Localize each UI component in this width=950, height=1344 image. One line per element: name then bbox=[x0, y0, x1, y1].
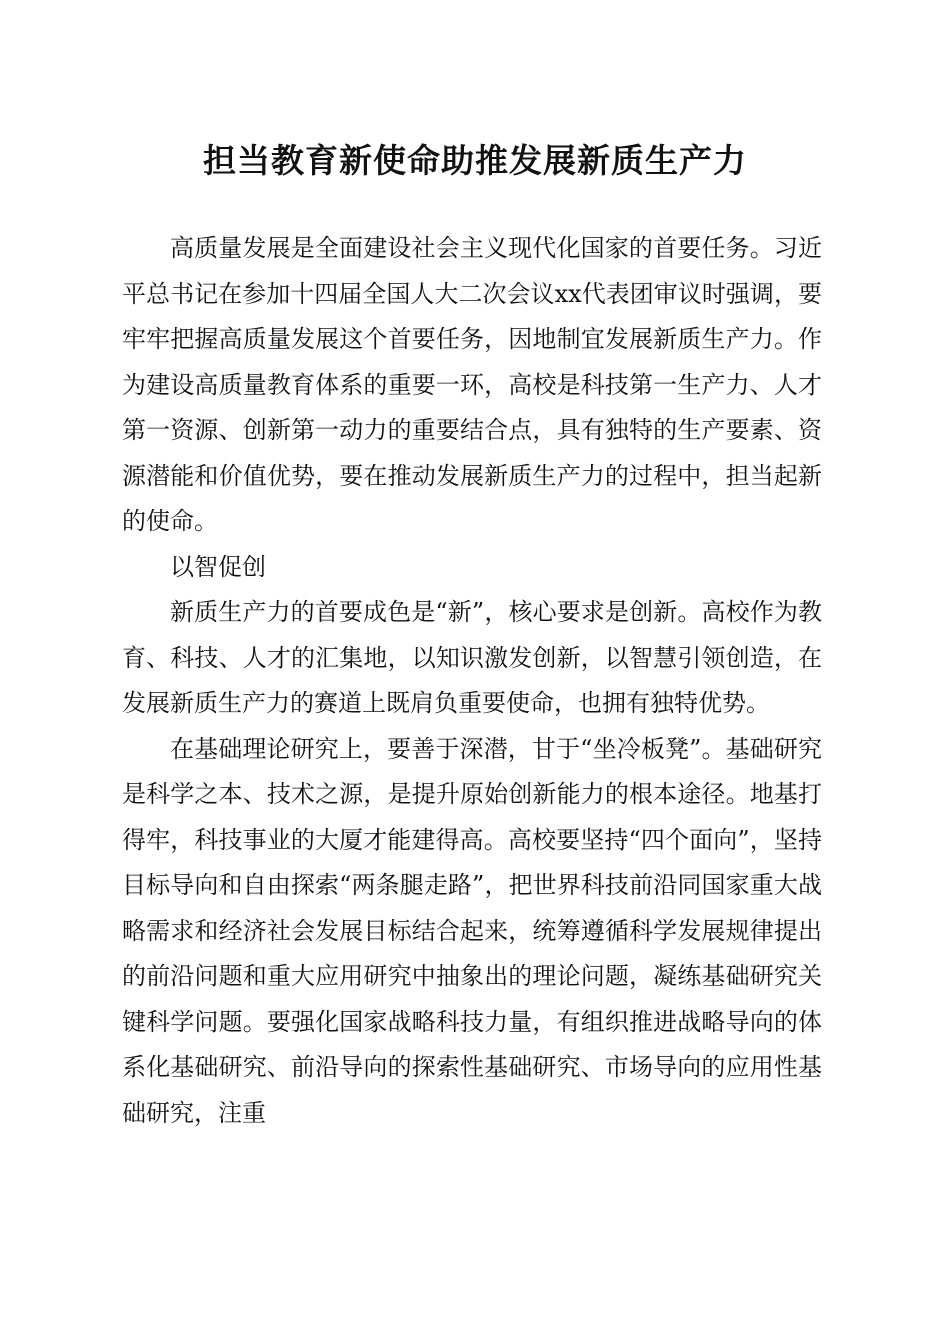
section-heading: 以智促创 bbox=[170, 552, 266, 581]
document-body bbox=[122, 226, 822, 1136]
paragraph-intro: 高质量发展是全面建设社会主义现代化国家的首要任务。习近平总书记在参加十四届全国人大二次会议xx代表团审议时强调，要牢牢把握高质量发展这个首要任务，因地制宜发展新质生产力。作为建设高质量教育体系的重要一环，高校是科技第一生产力、人才第一资源、创新第一动力的重要结合点，具有独特的生产要素、资源潜能和价值优势，要在推动发展新质生产力的过程中，担当起新的使命。 bbox=[122, 234, 822, 535]
paragraph-basic-research: 在基础理论研究上，要善于深潜，甘于“坐冷板凳”。基础研究是科学之本、技术之源，是提升原始创新能力的根本途径。地基打得牢，科技事业的大厦才能建得高。高校要坚持“四个面向”，坚持目标导向和自由探索“两条腿走路”，把世界科技前沿同国家重大战略需求和经济社会发展目标结合起来，统筹遵循科学发展规律提出的前沿问题和重大应用研究中抽象出的理论问题，凝练基础研究关键科学问题。要强化国家战略科技力量，有组织推进战略导向的体系化基础研究、前沿导向的探索性基础研究、市场导向的应用性基础研究，注重 bbox=[122, 734, 822, 1127]
paragraph-innovation: 新质生产力的首要成色是“新”，核心要求是创新。高校作为教育、科技、人才的汇集地，以知识激发创新，以智慧引领创造，在发展新质生产力的赛道上既肩负重要使命，也拥有独特优势。 bbox=[122, 598, 822, 717]
document-title: 担当教育新使命助推发展新质生产力 bbox=[203, 141, 747, 180]
